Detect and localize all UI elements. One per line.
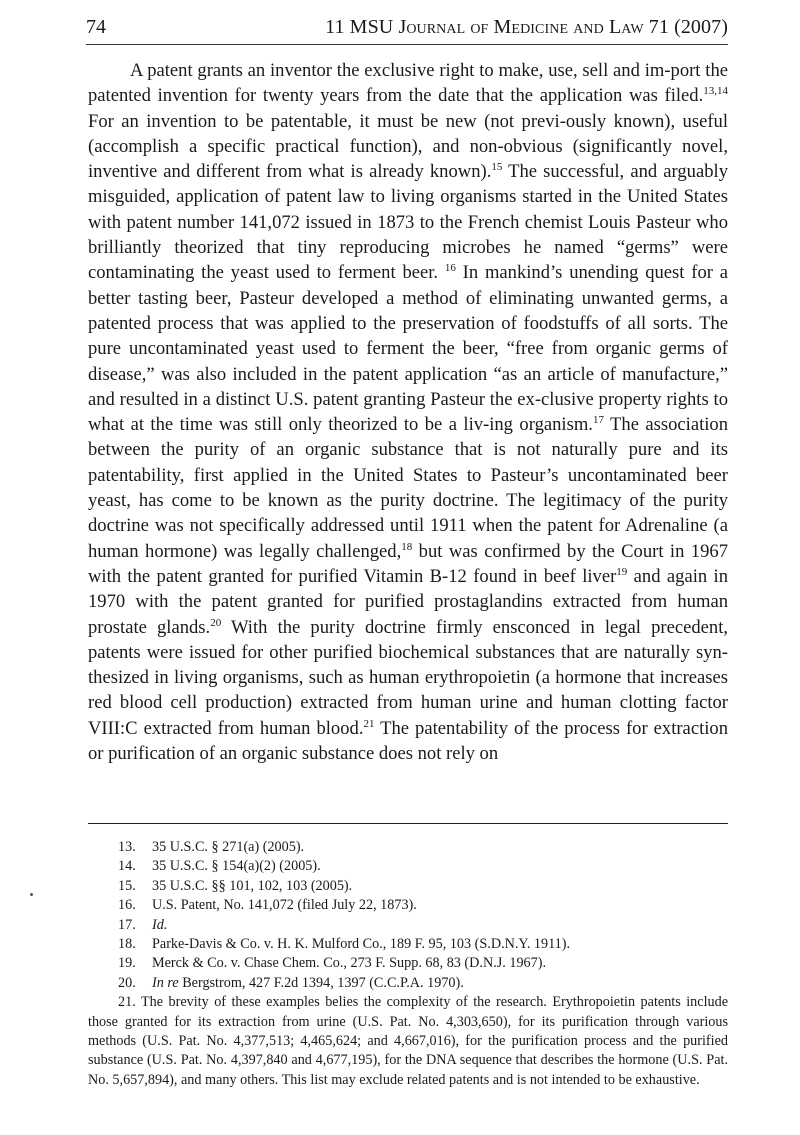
journal-name: Journal of Medicine and Law: [398, 16, 644, 38]
footnote-18: [88, 935, 728, 954]
footnote-text: 35 U.S.C. § 154(a)(2) (2005).: [152, 858, 321, 875]
running-header: [86, 14, 728, 45]
footnote-17: [88, 916, 728, 935]
footnote-text: 35 U.S.C. §§ 101, 102, 103 (2005).: [152, 877, 353, 894]
footnote-divider: [88, 823, 728, 824]
body-paragraph: [88, 58, 728, 766]
footnote-ref[interactable]: 13,: [703, 85, 717, 98]
footnote-text: [152, 974, 728, 993]
body-sentence: For an invention to be patentable, it must be new (not previ-ously known), useful (accomplish a specific practical function), and non-obvious (significantly novel, inventive and different from what is already known).: [88, 110, 728, 183]
footnote-16: [88, 896, 728, 915]
body-sentence: In mankind’s unending quest for a better tasting beer, Pasteur developed a method of eliminating unwanted germs, a patented process that was applied to the preservation of foodstuffs of all sorts. The pure uncontaminated yeast used to ferment the beer, “free from organic germs of disease,” was also included in the patent application “as an article of manufacture,” and resulted in a distinct U.S. patent granting Pasteur the ex-clusive property rights to what at the time was still only theorized to be a liv-ing organism.: [88, 262, 728, 436]
footnote-21: [88, 993, 728, 1090]
footnotes: [88, 838, 728, 1090]
footnote-15: [88, 877, 728, 896]
footnote-text: Parke-Davis & Co. v. H. K. Mulford Co., 189 F. 95, 103 (S.D.N.Y. 1911).: [152, 936, 571, 953]
footnote-14: [88, 857, 728, 876]
footnote-ref[interactable]: 14: [717, 85, 728, 98]
footnote-number: 21.: [118, 994, 136, 1011]
body-sentence: With the purity doctrine firmly ensconced in legal precedent, patents were issued for other purified biochemical substances that are naturally syn-thesized in living organisms, such as human erythropoietin (a hormone that increases red blood cell production) extracted from human urine and human clotting factor VIII:C extracted from human blood.: [88, 616, 729, 739]
body-sentence: The association between the purity of an organic substance that is not naturally pure and its patentability, first applied in the United States to Pasteur’s uncontaminated beer yeast, has come to be known as the purity doctrine. The legitimacy of the purity doctrine was not specifically addressed until 1911 when the patent for Adrenaline (a human hormone) was legally challenged,: [88, 414, 728, 562]
body-sentence: The successful, and arguably misguided, application of patent law to living organisms started in the United States with patent number 141,072 issued in 1873 to the French chemist Louis Pasteur who brilliantly theorized that tiny reproducing microbes he named “germs” were contaminating the yeast used to ferment beer.: [88, 161, 728, 284]
footnote-number: 20.: [118, 974, 136, 991]
footnote-text: U.S. Patent, No. 141,072 (filed July 22, 1873).: [152, 897, 417, 914]
footnote-19: [88, 954, 728, 973]
footnote-20: [88, 974, 728, 993]
footnote-text: The brevity of these examples belies the complexity of the research. Erythropoietin patents include those granted for its extraction from urine (U.S. Pat. No. 4,303,650), for its purification through various methods (U.S. Pat. No. 4,377,513; 4,465,624; and 4,667,016), for the purification process and the purified substance (U.S. Pat. No. 4,397,840 and 4,677,195), for the DNA sequence that describes the hormone (U.S. Pat. No. 5,657,894), and many others. This list may exclude related patents and is not intended to be exhaustive.: [88, 994, 728, 1088]
footnote-number: 16.: [118, 897, 136, 914]
footnote-13: [88, 838, 728, 857]
page-number: 74: [86, 16, 106, 38]
footnote-text: [152, 916, 728, 935]
footnote-text: Merck & Co. v. Chase Chem. Co., 273 F. Supp. 68, 83 (D.N.J. 1967).: [152, 955, 546, 972]
footnote-number: 14.: [118, 858, 136, 875]
body-sentence: A patent grants an inventor the exclusive right to make, use, sell and im-port the patented invention for twenty years from the date that the application was filed.: [88, 60, 728, 107]
footnote-ref[interactable]: 17: [592, 414, 604, 427]
footnote-number: 13.: [118, 839, 136, 855]
footnote-number: 18.: [118, 936, 136, 953]
footnote-ref[interactable]: 20: [210, 616, 222, 629]
footnote-italic: Id.: [152, 916, 168, 933]
journal-citation: [325, 16, 728, 39]
footnote-ref[interactable]: 19: [616, 565, 628, 578]
footnote-ref[interactable]: 18: [401, 540, 413, 553]
scan-speck: [30, 893, 33, 896]
footnote-citation: Bergstrom, 427 F.2d 1394, 1397 (C.C.P.A. 1970).: [178, 974, 464, 991]
body-sentence: The patentability of the process for extraction or purification of an organic substance does not rely on: [88, 717, 728, 765]
footnote-italic: In re: [152, 974, 179, 991]
footnote-ref[interactable]: 15: [491, 161, 503, 174]
body-sentence: and again in 1970 with the patent granted for purified prostaglandins extracted from human prostate glands.: [88, 565, 728, 638]
footnote-ref[interactable]: 16: [444, 262, 456, 275]
journal-cite: 71 (2007): [643, 16, 728, 38]
footnote-text: 35 U.S.C. § 271(a) (2005).: [152, 839, 305, 855]
footnote-ref[interactable]: 21: [363, 717, 375, 730]
footnote-number: 15.: [118, 877, 136, 894]
footnote-number: 19.: [118, 955, 136, 972]
footnote-number: 17.: [118, 916, 136, 933]
journal-volume: 11 MSU: [325, 16, 399, 38]
body-sentence: but was confirmed by the Court in 1967 with the patent granted for purified Vitamin B-12 found in beef liver: [88, 540, 728, 587]
